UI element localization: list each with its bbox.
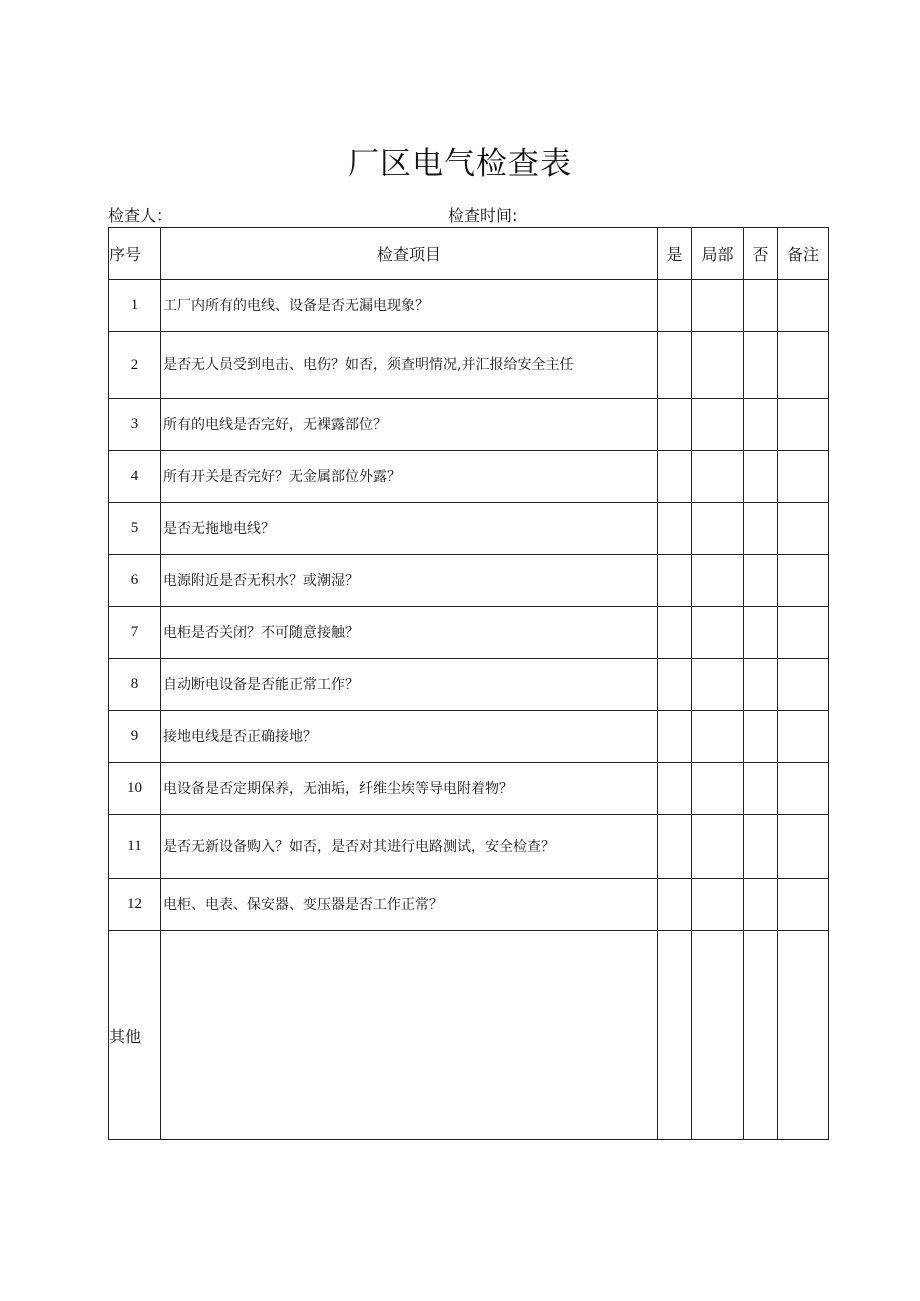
remark-cell[interactable] bbox=[778, 879, 829, 931]
yes-cell[interactable] bbox=[658, 763, 692, 815]
row-item: 电柜是否关闭？不可随意接触？ bbox=[161, 607, 658, 659]
yes-cell[interactable] bbox=[658, 399, 692, 451]
table-row bbox=[109, 607, 829, 659]
no-cell[interactable] bbox=[744, 607, 778, 659]
row-item: 工厂内所有的电线、设备是否无漏电现象？ bbox=[161, 280, 658, 332]
yes-cell[interactable] bbox=[658, 659, 692, 711]
partial-cell[interactable] bbox=[692, 711, 744, 763]
row-number: 2 bbox=[109, 332, 161, 399]
yes-cell[interactable] bbox=[658, 503, 692, 555]
remark-cell[interactable] bbox=[778, 399, 829, 451]
table-row bbox=[109, 332, 829, 399]
yes-cell[interactable] bbox=[658, 451, 692, 503]
partial-cell[interactable] bbox=[692, 879, 744, 931]
table-header-row bbox=[109, 228, 829, 280]
table-row bbox=[109, 711, 829, 763]
other-label: 其他 bbox=[109, 931, 161, 1140]
table-row bbox=[109, 659, 829, 711]
no-cell[interactable] bbox=[744, 763, 778, 815]
table-row bbox=[109, 763, 829, 815]
row-item: 接地电线是否正确接地？ bbox=[161, 711, 658, 763]
yes-cell[interactable] bbox=[658, 280, 692, 332]
table-row bbox=[109, 555, 829, 607]
table-row bbox=[109, 280, 829, 332]
inspection-table bbox=[108, 227, 829, 1140]
row-item: 是否无人员受到电击、电伤？如否，须查明情况,并汇报给安全主任 bbox=[161, 332, 658, 399]
no-cell[interactable] bbox=[744, 711, 778, 763]
no-cell[interactable] bbox=[744, 399, 778, 451]
row-item: 所有的电线是否完好，无裸露部位？ bbox=[161, 399, 658, 451]
yes-cell[interactable] bbox=[658, 879, 692, 931]
yes-cell[interactable] bbox=[658, 555, 692, 607]
remark-cell[interactable] bbox=[778, 280, 829, 332]
row-item: 是否无拖地电线？ bbox=[161, 503, 658, 555]
other-row bbox=[109, 931, 829, 1140]
remark-cell[interactable] bbox=[778, 555, 829, 607]
table-row bbox=[109, 879, 829, 931]
remark-cell[interactable] bbox=[778, 659, 829, 711]
inspector-label: 检查人： bbox=[108, 206, 173, 225]
no-cell[interactable] bbox=[744, 280, 778, 332]
remark-cell[interactable] bbox=[778, 711, 829, 763]
remark-cell[interactable] bbox=[778, 503, 829, 555]
partial-cell[interactable] bbox=[692, 815, 744, 879]
no-cell[interactable] bbox=[744, 555, 778, 607]
partial-cell[interactable] bbox=[692, 763, 744, 815]
header-no: 否 bbox=[744, 228, 778, 280]
no-cell[interactable] bbox=[744, 503, 778, 555]
header-remark: 备注 bbox=[778, 228, 829, 280]
row-item: 是否无新设备购入？如否，是否对其进行电路测试，安全检查？ bbox=[161, 815, 658, 879]
row-item: 所有开关是否完好？无金属部位外露？ bbox=[161, 451, 658, 503]
other-yes-cell[interactable] bbox=[658, 931, 692, 1140]
table-row bbox=[109, 399, 829, 451]
header-serial-number: 序号 bbox=[109, 228, 161, 280]
row-item: 电设备是否定期保养，无油垢，纤维尘埃等导电附着物？ bbox=[161, 763, 658, 815]
row-number: 1 bbox=[109, 280, 161, 332]
other-notes-cell[interactable] bbox=[161, 931, 658, 1140]
remark-cell[interactable] bbox=[778, 815, 829, 879]
row-item: 自动断电设备是否能正常工作？ bbox=[161, 659, 658, 711]
partial-cell[interactable] bbox=[692, 399, 744, 451]
other-no-cell[interactable] bbox=[744, 931, 778, 1140]
no-cell[interactable] bbox=[744, 451, 778, 503]
yes-cell[interactable] bbox=[658, 815, 692, 879]
row-number: 10 bbox=[109, 763, 161, 815]
header-yes: 是 bbox=[658, 228, 692, 280]
row-number: 7 bbox=[109, 607, 161, 659]
header-inspection-item: 检查项目 bbox=[161, 228, 658, 280]
row-number: 8 bbox=[109, 659, 161, 711]
inspection-time-label: 检查时间: bbox=[448, 206, 518, 225]
table-row bbox=[109, 451, 829, 503]
yes-cell[interactable] bbox=[658, 711, 692, 763]
partial-cell[interactable] bbox=[692, 555, 744, 607]
row-item: 电柜、电表、保安器、变压器是否工作正常？ bbox=[161, 879, 658, 931]
header-partial: 局部 bbox=[692, 228, 744, 280]
partial-cell[interactable] bbox=[692, 607, 744, 659]
other-remark-cell[interactable] bbox=[778, 931, 829, 1140]
partial-cell[interactable] bbox=[692, 659, 744, 711]
remark-cell[interactable] bbox=[778, 451, 829, 503]
no-cell[interactable] bbox=[744, 659, 778, 711]
other-partial-cell[interactable] bbox=[692, 931, 744, 1140]
row-item: 电源附近是否无积水？或潮湿？ bbox=[161, 555, 658, 607]
row-number: 3 bbox=[109, 399, 161, 451]
row-number: 4 bbox=[109, 451, 161, 503]
no-cell[interactable] bbox=[744, 815, 778, 879]
remark-cell[interactable] bbox=[778, 763, 829, 815]
page-title: 厂区电气检查表 bbox=[348, 146, 572, 182]
row-number: 12 bbox=[109, 879, 161, 931]
row-number: 9 bbox=[109, 711, 161, 763]
partial-cell[interactable] bbox=[692, 280, 744, 332]
table-row bbox=[109, 815, 829, 879]
table-row bbox=[109, 503, 829, 555]
no-cell[interactable] bbox=[744, 879, 778, 931]
partial-cell[interactable] bbox=[692, 451, 744, 503]
yes-cell[interactable] bbox=[658, 607, 692, 659]
remark-cell[interactable] bbox=[778, 607, 829, 659]
row-number: 5 bbox=[109, 503, 161, 555]
row-number: 11 bbox=[109, 815, 161, 879]
no-cell[interactable] bbox=[744, 332, 778, 399]
partial-cell[interactable] bbox=[692, 332, 744, 399]
remark-cell[interactable] bbox=[778, 332, 829, 399]
partial-cell[interactable] bbox=[692, 503, 744, 555]
row-number: 6 bbox=[109, 555, 161, 607]
yes-cell[interactable] bbox=[658, 332, 692, 399]
